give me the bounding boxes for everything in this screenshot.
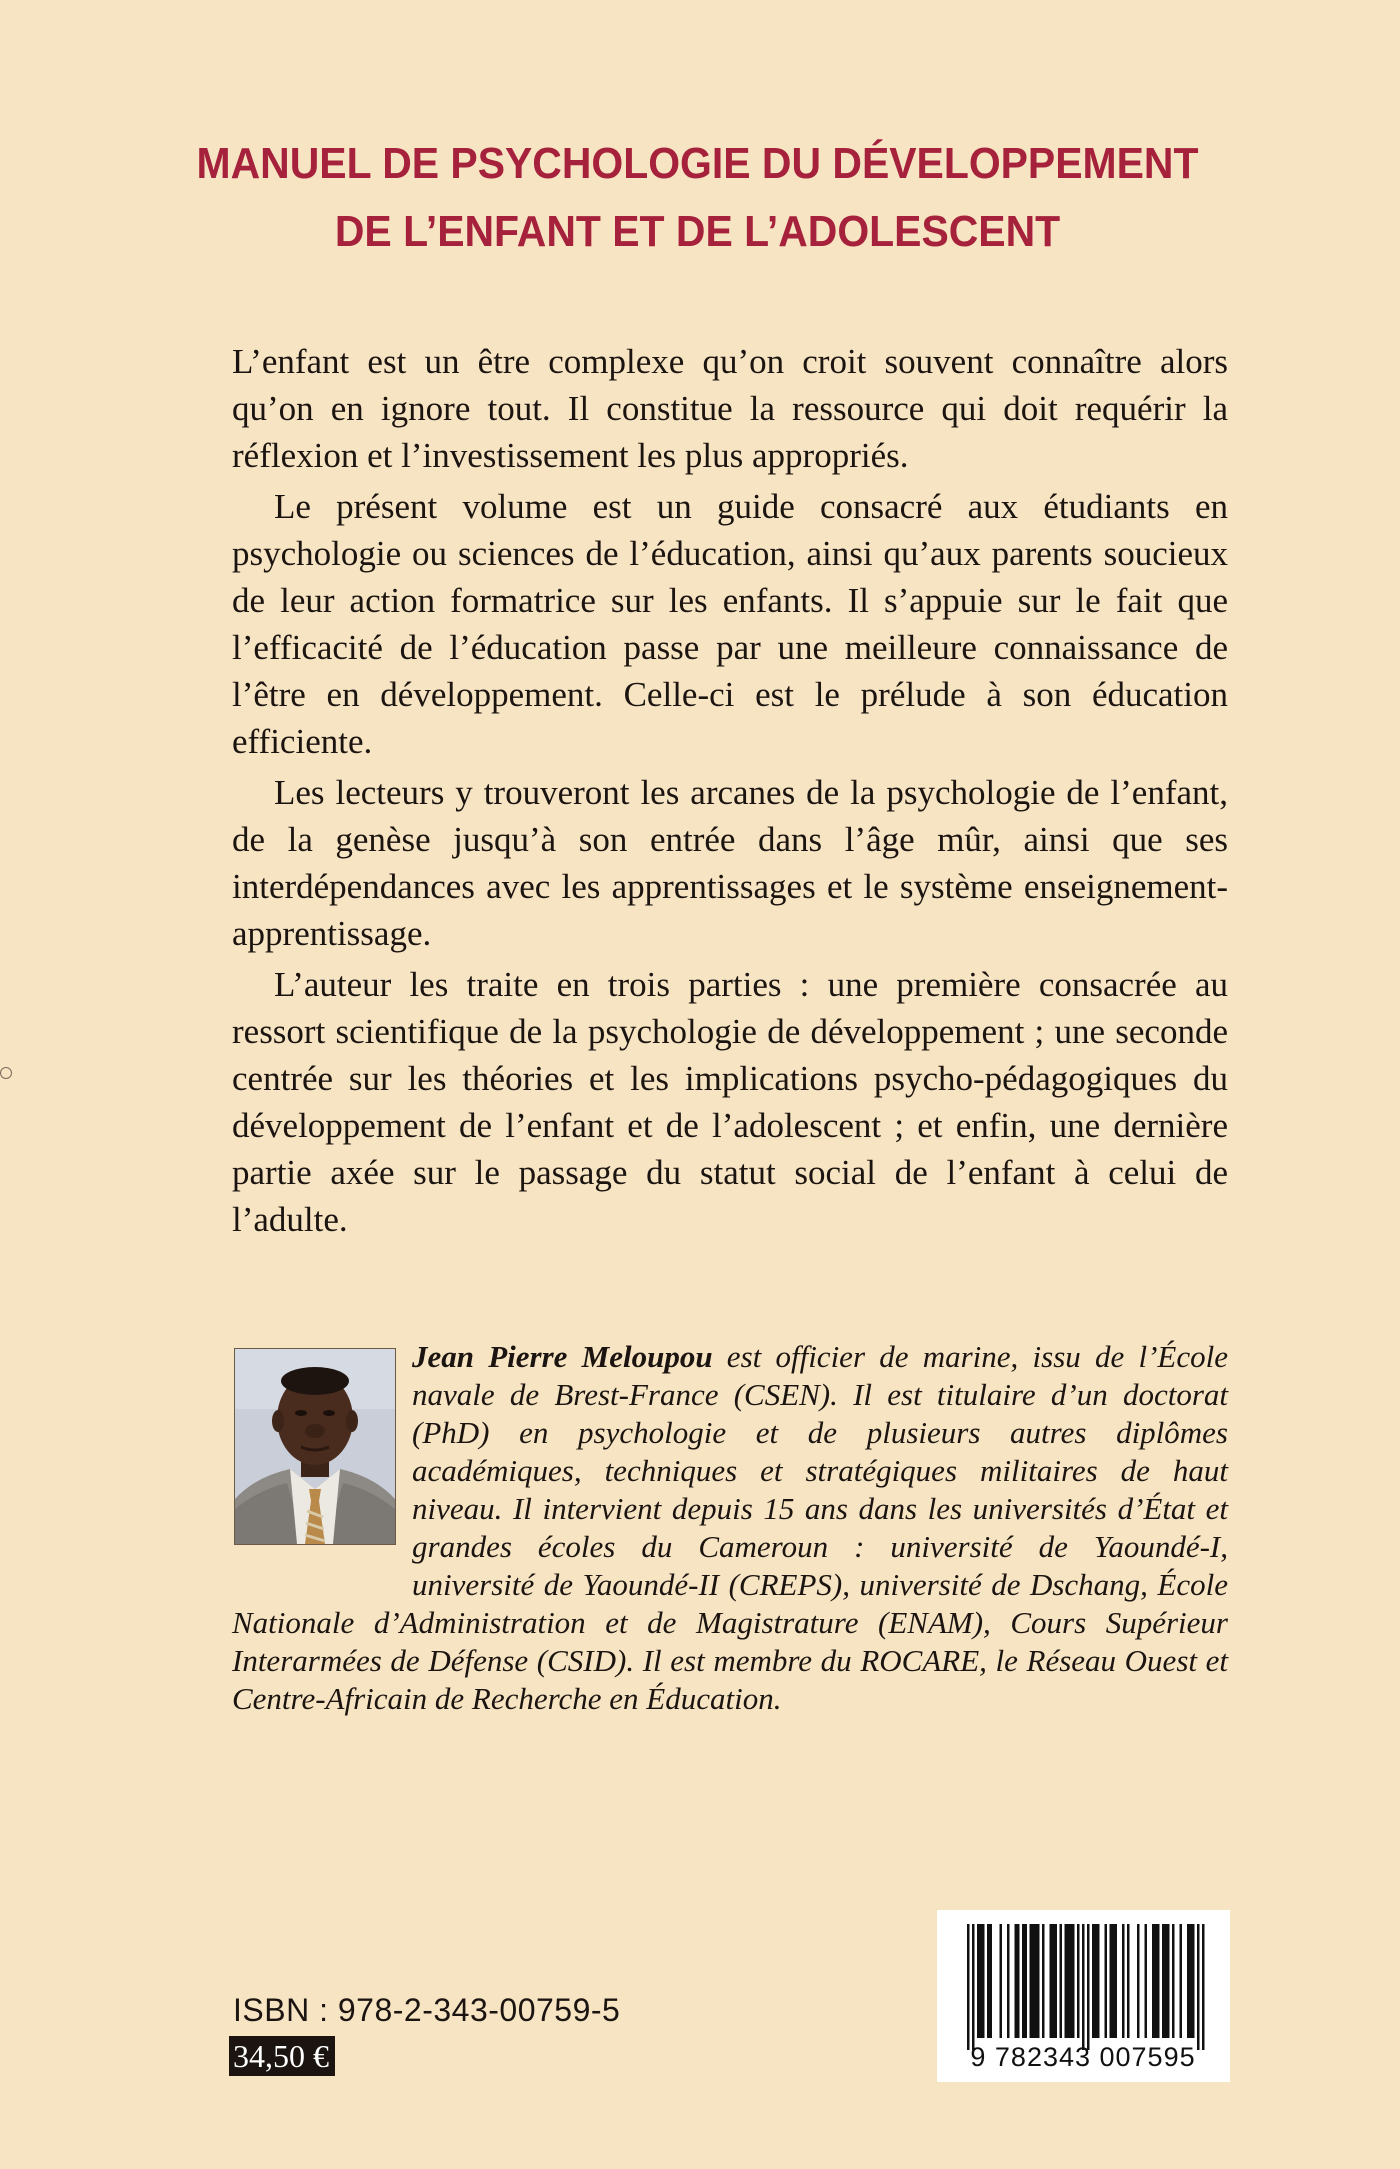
barcode-bar bbox=[1077, 1924, 1080, 2038]
barcode-bar bbox=[1202, 1924, 1205, 2050]
barcode-bar bbox=[1015, 1924, 1018, 2038]
barcode-bar bbox=[1035, 1924, 1038, 2038]
barcode-bar bbox=[1115, 1924, 1118, 2038]
barcode-bar bbox=[1052, 1924, 1055, 2038]
barcode-bar bbox=[1180, 1924, 1183, 2038]
barcode-bar bbox=[1127, 1924, 1130, 2038]
isbn: ISBN : 978-2-343-00759-5 bbox=[233, 1992, 621, 2028]
barcode-bar bbox=[1137, 1924, 1140, 2038]
barcode-bar bbox=[1165, 1924, 1168, 2038]
barcode-bar bbox=[1190, 1924, 1193, 2038]
barcode-bar bbox=[977, 1924, 980, 2038]
barcode-bar bbox=[1030, 1924, 1033, 2038]
barcode-bar bbox=[1032, 1924, 1035, 2038]
barcode-digits: 9 782343 007595 bbox=[970, 2042, 1196, 2072]
blurb bbox=[232, 338, 1228, 1247]
author-bio-text: est officier de marine, issu de l’École navale de Brest-France (CSEN). Il est titulaire d’un doctorat (PhD) en psychologie et de plusieurs autres diplômes académiques, techniques et stratégiques militaires de haut niveau. Il intervient depuis 15 ans dans les universités d’État et grandes écoles du Cameroun : université de Yaoundé-I, université de Yaoundé-II (CREPS), université de Dschang, École Nationale d’Administration et de Magistrature (ENAM), Cours Supérieur Interarmées de Défense (CSID). Il est membre du ROCARE, le Réseau Ouest et Centre-Africain de Recherche en Éducation. bbox=[232, 1339, 1228, 1716]
barcode-bar bbox=[1022, 1924, 1025, 2038]
barcode-bar bbox=[1082, 1924, 1085, 2050]
barcode-bar bbox=[1092, 1924, 1095, 2038]
barcode-bar bbox=[980, 1924, 983, 2038]
barcode-bar bbox=[1155, 1924, 1158, 2038]
barcode-bar bbox=[1152, 1924, 1155, 2038]
barcode-bar bbox=[1105, 1924, 1108, 2038]
price-tag: 34,50 € bbox=[229, 2036, 335, 2076]
barcode-bar bbox=[1197, 1924, 1200, 2050]
barcode-bar bbox=[1097, 1924, 1100, 2038]
barcode-bar bbox=[1067, 1924, 1070, 2038]
blurb-paragraph-2: Le présent volume est un guide consacré aux étudiants en psychologie ou sciences de l’éducation, ainsi qu’aux parents soucieux de leur action formatrice sur les enfants. Il s’appuie sur le fait que l’efficacité de l’éducation passe par une meilleure connaissance de l’être en développement. Celle-ci est le prélude à son éducation efficiente. bbox=[232, 487, 1228, 761]
barcode-bar bbox=[1050, 1924, 1053, 2038]
barcode-bar bbox=[1112, 1924, 1115, 2038]
barcode-bar bbox=[1157, 1924, 1160, 2038]
barcode-bar bbox=[1070, 1924, 1073, 2038]
barcode-bar bbox=[972, 1924, 975, 2050]
barcode-bar bbox=[1007, 1924, 1010, 2038]
barcode-bar bbox=[1145, 1924, 1148, 2038]
blurb-paragraph-4: L’auteur les traite en trois parties : une première consacrée au ressort scientifique de la psychologie de développement ; une seconde centrée sur les théories et les implications psycho-pédagogiques du développement de l’enfant et de l’adolescent ; et enfin, une dernière partie axée sur le passage du statut social de l’enfant à celui de l’adulte. bbox=[232, 965, 1228, 1239]
book-title-line-2: DE L’ENFANT ET DE L’ADOLESCENT bbox=[334, 207, 1061, 256]
barcode-bar bbox=[1037, 1924, 1040, 2038]
book-title bbox=[0, 130, 1395, 266]
barcode-bar bbox=[1087, 1924, 1090, 2050]
barcode-bar bbox=[990, 1924, 993, 2038]
barcode-bar bbox=[1025, 1924, 1028, 2038]
barcode-bar bbox=[1042, 1924, 1045, 2038]
barcode-bar bbox=[1060, 1924, 1063, 2038]
barcode-bar bbox=[1122, 1924, 1125, 2038]
blurb-paragraph-1: L’enfant est un être complexe qu’on croit souvent connaître alors qu’on en ignore tout. Il constitue la ressource qui doit requérir la réflexion et l’investissement les plus appropriés. bbox=[232, 342, 1228, 475]
barcode-bar bbox=[982, 1924, 985, 2038]
barcode-bar bbox=[1172, 1924, 1175, 2038]
barcode-bar bbox=[987, 1924, 990, 2038]
barcode-bar bbox=[1055, 1924, 1058, 2038]
registration-mark-icon bbox=[0, 1067, 12, 1079]
barcode-bar bbox=[1000, 1924, 1003, 2038]
author-name: Jean Pierre Meloupou bbox=[412, 1339, 713, 1374]
barcode-bar bbox=[1162, 1924, 1165, 2038]
author-photo bbox=[234, 1348, 396, 1545]
barcode-bar bbox=[1110, 1924, 1113, 2038]
blurb-paragraph-3: Les lecteurs y trouveront les arcanes de la psychologie de l’enfant, de la genèse jusqu’à son entrée dans l’âge mûr, ainsi que ses interdépendances avec les apprentissages et le système enseignement-apprentissage. bbox=[232, 773, 1228, 953]
barcode-bar bbox=[1072, 1924, 1075, 2038]
book-title-line-1: MANUEL DE PSYCHOLOGIE DU DÉVELOPPEMENT bbox=[196, 139, 1199, 188]
barcode-bar bbox=[1192, 1924, 1195, 2038]
barcode-bar bbox=[1065, 1924, 1068, 2038]
barcode-bar bbox=[1017, 1924, 1020, 2038]
barcode-bar bbox=[1167, 1924, 1170, 2038]
barcode-bar bbox=[967, 1924, 970, 2050]
barcode-bar bbox=[1095, 1924, 1098, 2038]
barcode-bar bbox=[1187, 1924, 1190, 2038]
